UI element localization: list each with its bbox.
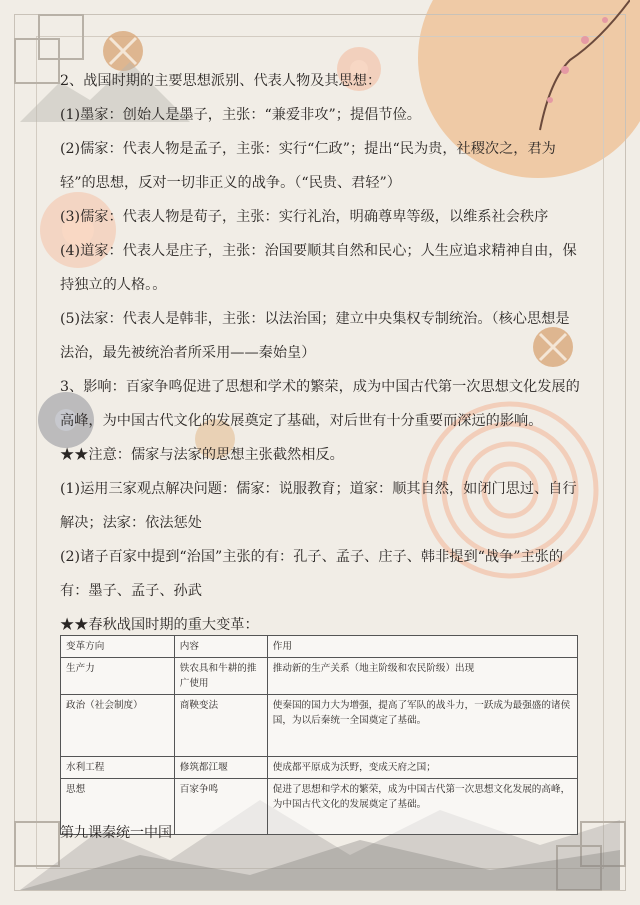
note-heading: ★★注意：儒家与法家的思想主张截然相反。 xyxy=(60,447,344,463)
table-cell: 水利工程 xyxy=(61,757,175,779)
main-content xyxy=(60,64,580,642)
table-heading: ★★春秋战国时期的重大变革： xyxy=(60,617,259,633)
table-header-row xyxy=(61,636,578,658)
table-cell: 铁农具和牛耕的推广使用 xyxy=(174,658,267,695)
table-row xyxy=(61,757,578,779)
table-cell: 百家争鸣 xyxy=(174,779,267,835)
table-row xyxy=(61,658,578,695)
lesson-title: 第九课秦统一中国 xyxy=(60,825,172,841)
text-paragraph: (2)儒家：代表人物是孟子，主张：实行“仁政”；提出“民为贵，社稷次之，君为轻”的思想，反对一切非正义的战争。（“民贵、君轻”） xyxy=(60,141,556,191)
section-heading: 2、战国时期的主要思想派别、代表人物及其思想： xyxy=(60,73,382,89)
table-cell: 政治（社会制度） xyxy=(61,695,175,757)
changes-table xyxy=(60,635,578,835)
table-cell: 修筑都江堰 xyxy=(174,757,267,779)
table-header-cell: 作用 xyxy=(267,636,577,658)
text-paragraph: (4)道家：代表人是庄子，主张：治国要顺其自然和民心；人生应追求精神自由，保持独立的人格。。 xyxy=(60,243,577,293)
text-paragraph: (3)儒家：代表人物是荀子，主张：实行礼治，明确尊卑等级，以维系社会秩序 xyxy=(60,209,549,225)
text-paragraph: (2)诸子百家中提到“治国”主张的有：孔子、孟子、庄子、韩非提到“战争”主张的有：墨子、孟子、孙武 xyxy=(60,549,564,599)
text-paragraph: (5)法家：代表人是韩非，主张：以法治国；建立中央集权专制统治。（核心思想是法治，最先被统治者所采用——秦始皇） xyxy=(60,311,570,361)
text-paragraph: (1)墨家：创始人是墨子，主张：“兼爱非攻”；提倡节俭。 xyxy=(60,107,421,123)
table-cell: 使成都平原成为沃野，变成天府之国； xyxy=(267,757,577,779)
table-cell: 思想 xyxy=(61,779,175,835)
table-cell: 推动新的生产关系（地主阶级和农民阶级）出现 xyxy=(267,658,577,695)
table-cell: 商鞅变法 xyxy=(174,695,267,757)
table-header-cell: 内容 xyxy=(174,636,267,658)
section-heading: 3、影响：百家争鸣促进了思想和学术的繁荣，成为中国古代第一次思想文化发展的高峰，为中国古代文化的发展奠定了基础，对后世有十分重要而深远的影响。 xyxy=(60,379,580,429)
table-cell: 促进了思想和学术的繁荣，成为中国古代第一次思想文化发展的高峰，为中国古代文化的发展奠定了基础。 xyxy=(267,779,577,835)
text-paragraph: (1)运用三家观点解决问题：儒家：说服教育；道家：顺其自然，如闭门思过、自行解决；法家：依法惩处 xyxy=(60,481,577,531)
table-header-cell: 变革方向 xyxy=(61,636,175,658)
table-row xyxy=(61,695,578,757)
table-cell: 生产力 xyxy=(61,658,175,695)
table-cell: 使秦国的国力大为增强，提高了军队的战斗力，一跃成为最强盛的诸侯国，为以后秦统一全国奠定了基础。 xyxy=(267,695,577,757)
